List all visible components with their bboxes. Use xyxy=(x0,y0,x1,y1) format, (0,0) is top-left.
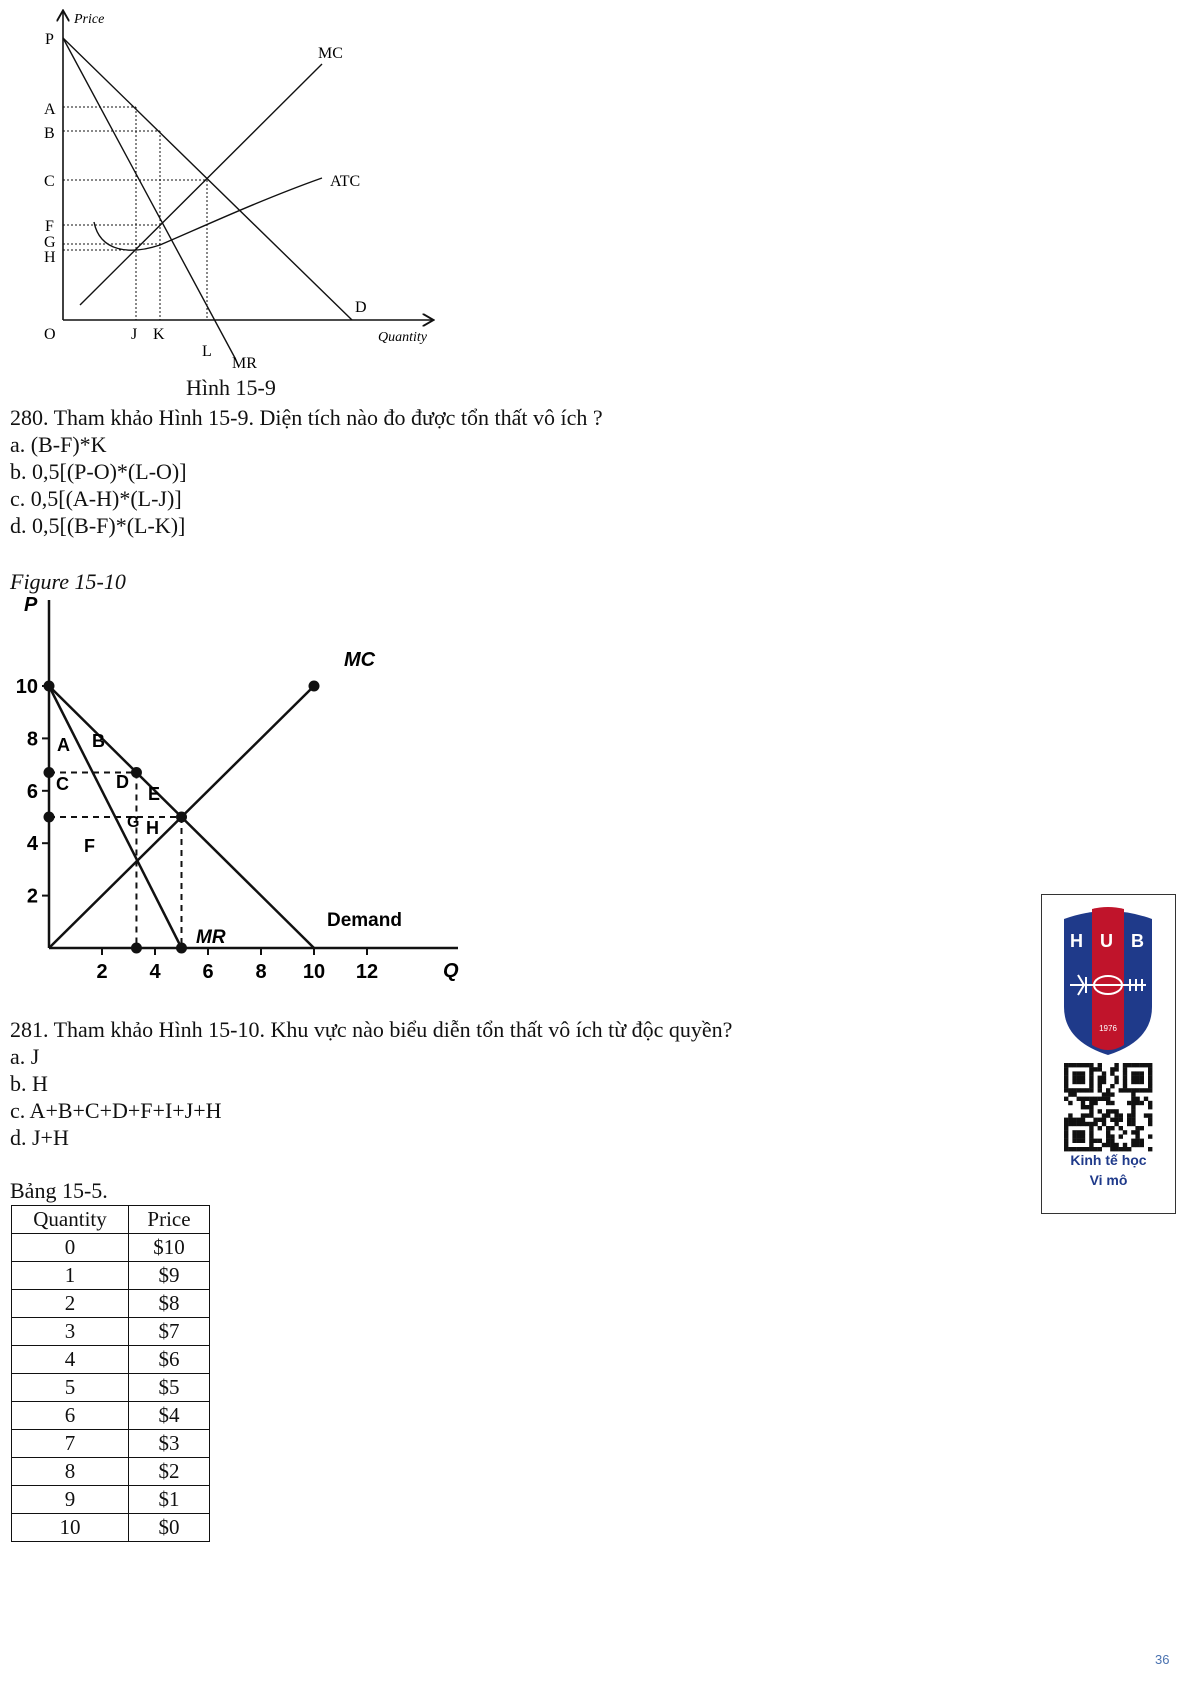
question-280-option-b: b. 0,5[(P-O)*(L-O)] xyxy=(10,459,187,484)
table-15-5-title: Bảng 15-5. xyxy=(10,1178,108,1203)
area-label-b: B xyxy=(92,731,105,751)
header-quantity: Quantity xyxy=(12,1206,129,1234)
data-point xyxy=(44,812,55,823)
label-o: O xyxy=(44,326,56,343)
data-point xyxy=(131,767,142,778)
area-label-f: F xyxy=(84,836,95,856)
table-header-row xyxy=(12,1206,210,1234)
table-row xyxy=(12,1290,210,1318)
x-tick-label: 4 xyxy=(149,961,161,983)
area-label-d: D xyxy=(116,772,129,792)
x-tick-label: 2 xyxy=(96,961,108,983)
data-point xyxy=(176,812,187,823)
atc-curve xyxy=(94,178,322,250)
table-row xyxy=(12,1234,210,1262)
data-point xyxy=(44,767,55,778)
label-c: C xyxy=(44,173,55,190)
x-tick-label: 12 xyxy=(355,961,379,983)
table-row xyxy=(12,1346,210,1374)
hub-logo-panel xyxy=(1041,894,1176,1214)
cell-quantity: 2 xyxy=(12,1290,129,1318)
data-point xyxy=(176,943,187,954)
cell-price: $5 xyxy=(129,1374,210,1402)
table-row xyxy=(12,1318,210,1346)
cell-quantity: 10 xyxy=(12,1514,129,1542)
question-281-option-c: c. A+B+C+D+F+I+J+H xyxy=(10,1098,222,1123)
curve-label-mc: MC xyxy=(344,649,376,671)
figure-15-9 xyxy=(0,0,460,372)
question-280-stem: 280. Tham khảo Hình 15-9. Diện tích nào đo được tổn thất vô ích ? xyxy=(10,405,603,430)
label-p: P xyxy=(45,31,54,48)
figure-15-10 xyxy=(0,590,470,990)
label-l: L xyxy=(202,343,212,360)
curve-label-demand: Demand xyxy=(327,910,402,931)
x-axis-label: Quantity xyxy=(378,330,427,345)
header-price: Price xyxy=(129,1206,210,1234)
cell-price: $6 xyxy=(129,1346,210,1374)
question-280-option-c: c. 0,5[(A-H)*(L-J)] xyxy=(10,486,182,511)
y-tick-label: 8 xyxy=(26,728,38,751)
label-f: F xyxy=(45,218,54,235)
p-axis-label: P xyxy=(24,594,38,616)
question-281-option-b: b. H xyxy=(10,1071,48,1096)
logo-caption-line2: Vi mô xyxy=(1089,1172,1128,1188)
cell-price: $9 xyxy=(129,1262,210,1290)
cell-price: $8 xyxy=(129,1290,210,1318)
label-atc: ATC xyxy=(330,173,361,190)
question-280 xyxy=(10,404,603,539)
logo-letter-u: U xyxy=(1100,931,1113,951)
cell-quantity: 9 xyxy=(12,1486,129,1514)
area-label-c: C xyxy=(56,774,69,794)
area-label-h: H xyxy=(146,818,159,838)
area-labels xyxy=(56,731,160,856)
area-label-a: A xyxy=(57,735,70,755)
logo-caption-line1: Kinh tế học xyxy=(1070,1152,1147,1168)
table-row xyxy=(12,1514,210,1542)
table-row xyxy=(12,1402,210,1430)
curve-label-mr: MR xyxy=(196,927,226,948)
price-level-labels xyxy=(44,31,56,343)
cell-price: $10 xyxy=(129,1234,210,1262)
table-row xyxy=(12,1262,210,1290)
label-a: A xyxy=(44,101,56,118)
cell-quantity: 7 xyxy=(12,1430,129,1458)
table-15-5 xyxy=(11,1205,210,1542)
label-j: J xyxy=(131,326,138,343)
table-row xyxy=(12,1458,210,1486)
label-b: B xyxy=(44,125,55,142)
cell-price: $2 xyxy=(129,1458,210,1486)
table-row xyxy=(12,1430,210,1458)
label-mr: MR xyxy=(232,355,257,372)
label-d: D xyxy=(355,299,367,316)
question-281-option-d: d. J+H xyxy=(10,1125,69,1150)
cell-price: $4 xyxy=(129,1402,210,1430)
table-row xyxy=(12,1374,210,1402)
mr-curve xyxy=(63,38,235,358)
hub-logo xyxy=(1042,895,1175,1145)
y-tick-label: 6 xyxy=(26,780,38,803)
cell-quantity: 0 xyxy=(12,1234,129,1262)
data-point xyxy=(131,943,142,954)
y-tick-label: 4 xyxy=(26,833,38,856)
cell-price: $3 xyxy=(129,1430,210,1458)
table-body xyxy=(12,1234,210,1542)
cell-price: $0 xyxy=(129,1514,210,1542)
dotted-guides xyxy=(63,107,207,320)
y-tick-label: 10 xyxy=(15,676,38,698)
cell-quantity: 8 xyxy=(12,1458,129,1486)
figure-15-9-caption: Hình 15-9 xyxy=(186,375,276,400)
label-g: G xyxy=(44,234,56,251)
question-281-option-a: a. J xyxy=(10,1044,40,1069)
cell-price: $1 xyxy=(129,1486,210,1514)
cell-quantity: 6 xyxy=(12,1402,129,1430)
area-label-g: G xyxy=(127,814,140,831)
y-tick-label: 2 xyxy=(26,885,38,908)
question-280-option-a: a. (B-F)*K xyxy=(10,432,107,457)
logo-letter-h: H xyxy=(1070,931,1083,951)
mc-curve xyxy=(80,64,322,305)
page-number: 36 xyxy=(1155,1652,1170,1667)
data-point xyxy=(44,681,55,692)
label-k: K xyxy=(153,326,165,343)
x-tick-label: 8 xyxy=(255,961,267,983)
cell-price: $7 xyxy=(129,1318,210,1346)
logo-letter-b: B xyxy=(1131,931,1144,951)
qr-code-icon xyxy=(1064,1063,1152,1151)
logo-year: 1976 xyxy=(1099,1024,1117,1033)
data-point xyxy=(309,681,320,692)
cell-quantity: 5 xyxy=(12,1374,129,1402)
cell-quantity: 4 xyxy=(12,1346,129,1374)
table-row xyxy=(12,1486,210,1514)
cell-quantity: 1 xyxy=(12,1262,129,1290)
x-tick-label: 10 xyxy=(302,961,326,983)
figure-15-10-title: Figure 15-10 xyxy=(10,569,126,594)
label-mc: MC xyxy=(318,45,343,62)
area-label-e: E xyxy=(148,784,161,804)
q-axis-label: Q xyxy=(443,960,459,982)
label-h: H xyxy=(44,249,56,266)
question-280-option-d: d. 0,5[(B-F)*(L-K)] xyxy=(10,513,186,538)
question-281 xyxy=(10,1016,732,1151)
cell-quantity: 3 xyxy=(12,1318,129,1346)
x-tick-label: 6 xyxy=(202,961,214,983)
y-axis-label: Price xyxy=(74,12,105,27)
question-281-stem: 281. Tham khảo Hình 15-10. Khu vực nào biểu diễn tổn thất vô ích từ độc quyền? xyxy=(10,1017,733,1042)
